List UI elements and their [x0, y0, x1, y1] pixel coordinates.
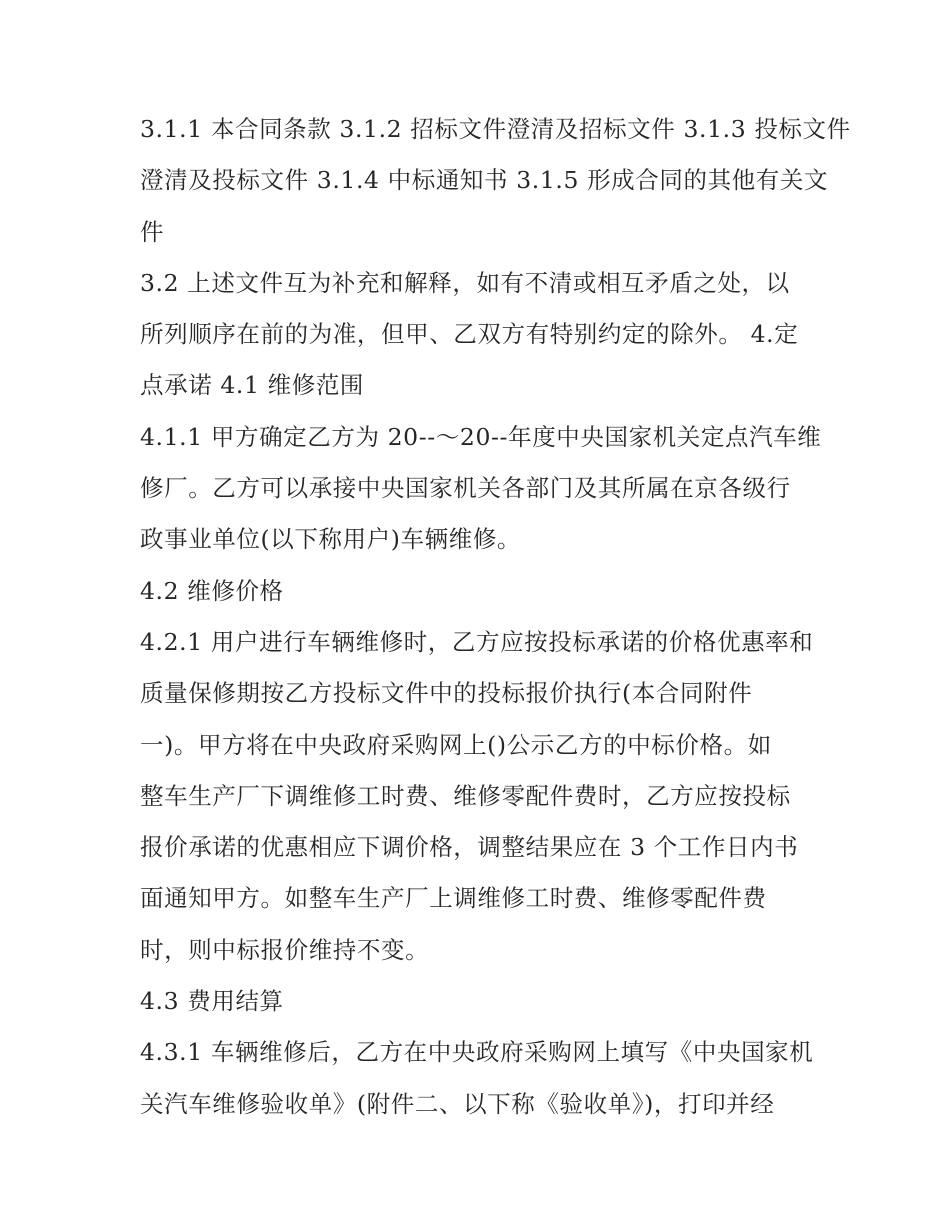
text-line: 件 — [140, 217, 165, 246]
text-line: 质量保修期按乙方投标文件中的投标报价执行(本合同附件 — [140, 679, 753, 708]
text-line: 关汽车维修验收单》(附件二、以下称《验收单》)，打印并经 — [140, 1089, 775, 1118]
text-line: 3.1.1 本合同条款 3.1.2 招标文件澄清及招标文件 3.1.3 投标文件 — [140, 115, 851, 143]
document-page — [140, 104, 851, 1130]
text-line: 4.2 维修价格 — [140, 576, 284, 605]
text-line: 点承诺 4.1 维修范围 — [140, 371, 365, 400]
text-line: 4.1.1 甲方确定乙方为 20--～20--年度中央国家机关定点汽车维 — [140, 422, 822, 451]
text-line: 4.2.1 用户进行车辆维修时，乙方应按投标承诺的价格优惠率和 — [140, 627, 814, 656]
text-line: 一)。甲方将在中央政府采购网上()公示乙方的中标价格。如 — [140, 730, 772, 759]
text-line: 报价承诺的优惠相应下调价格，调整结果应在 3 个工作日内书 — [140, 833, 799, 862]
text-line: 3.2 上述文件互为补充和解释，如有不清或相互矛盾之处，以 — [140, 268, 790, 297]
text-line: 修厂。乙方可以承接中央国家机关各部门及其所属在京各级行 — [140, 474, 791, 503]
text-line: 面通知甲方。如整车生产厂上调维修工时费、维修零配件费 — [140, 884, 767, 913]
text-line: 所列顺序在前的为准，但甲、乙双方有特别约定的除外。 4.定 — [140, 320, 799, 349]
text-line: 时，则中标报价维持不变。 — [140, 935, 430, 964]
text-line: 4.3.1 车辆维修后，乙方在中央政府采购网上填写《中央国家机 — [140, 1038, 814, 1067]
text-line: 澄清及投标文件 3.1.4 中标通知书 3.1.5 形成合同的其他有关文 — [140, 166, 829, 195]
text-line: 4.3 费用结算 — [140, 987, 284, 1016]
text-line: 政事业单位(以下称用户)车辆维修。 — [140, 525, 522, 554]
text-line: 整车生产厂下调维修工时费、维修零配件费时，乙方应按投标 — [140, 781, 791, 810]
